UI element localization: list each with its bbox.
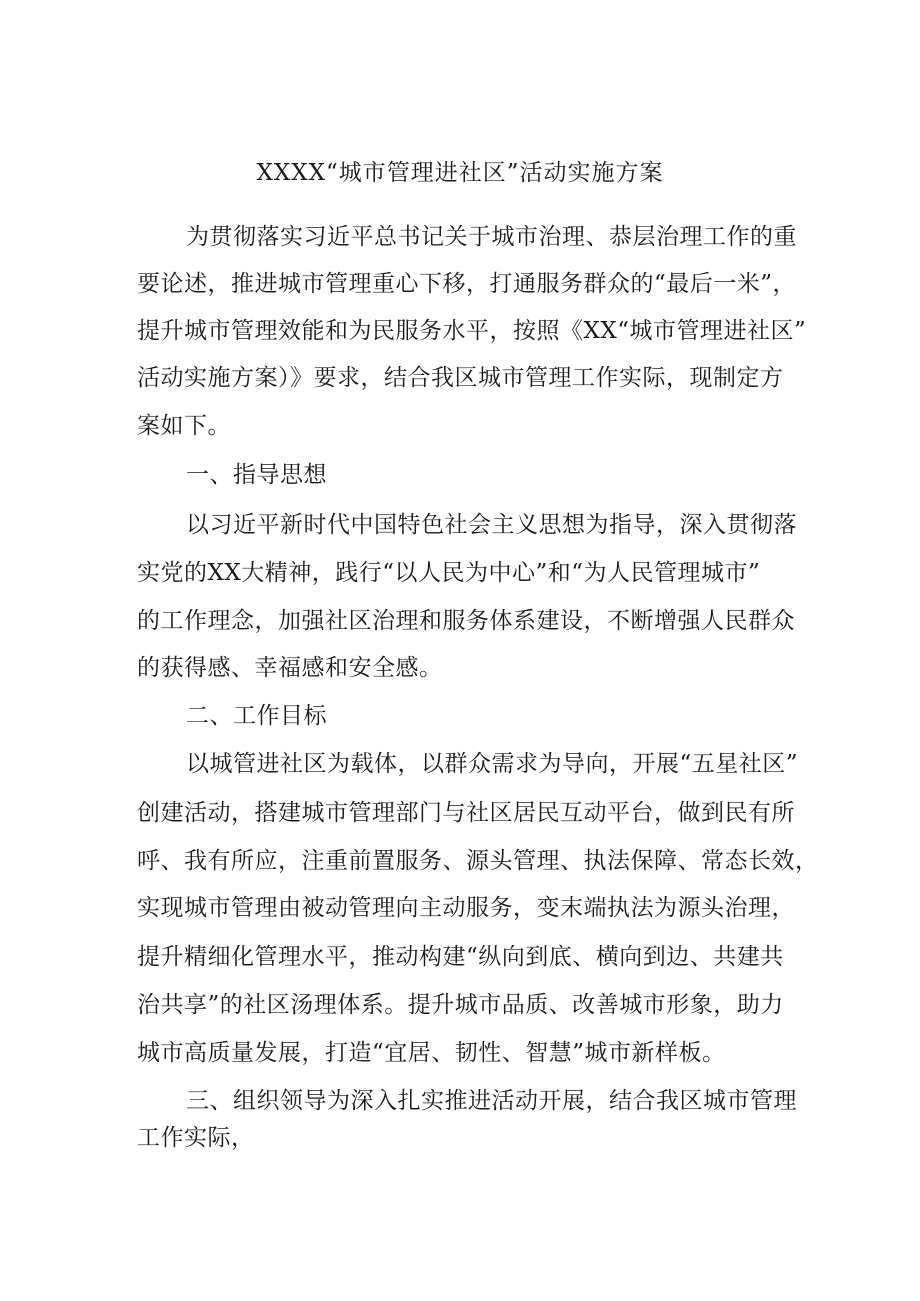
- section-heading-guiding-thought: 一、指导思想: [186, 462, 327, 488]
- goals-line-4: 实现城市管理由被动管理向主动服务，变末端执法为源头治理，: [137, 895, 795, 921]
- section-heading-organization: 三、组织领导为深入扎实推进活动开展，结合我区城市管理: [186, 1088, 797, 1114]
- document-title: XXXX“城市管理进社区”活动实施方案: [256, 160, 664, 186]
- guiding-line-1: 以习近平新时代中国特色社会主义思想为指导，深入贯彻落: [186, 512, 797, 538]
- goals-line-5: 提升精细化管理水平，推动构建“纵向到底、横向到边、共建共: [137, 944, 784, 970]
- guiding-line-2: 实党的XX大精神，践行“以人民为中心”和“为人民管理城市”: [137, 560, 761, 586]
- intro-line-5: 案如下。: [137, 413, 231, 439]
- goals-line-6: 治共享”的社区汤理体系。提升城市品质、改善城市形象，助力: [137, 992, 784, 1018]
- guiding-line-4: 的获得感、幸福感和安全感。: [137, 655, 443, 681]
- guiding-line-3: 的工作理念，加强社区治理和服务体系建设，不断增强人民群众: [137, 608, 795, 634]
- intro-line-4: 活动实施方案）》要求，结合我区城市管理工作实际，现制定方: [137, 365, 784, 391]
- goals-line-7: 城市高质量发展，打造“宜居、韧性、智慧”城市新样板。: [137, 1040, 726, 1066]
- organization-line-2: 工作实际，: [137, 1125, 255, 1151]
- goals-line-3: 呼、我有所应，注重前置服务、源头管理、执法保障、常态长效，: [137, 848, 819, 874]
- goals-line-1: 以城管进社区为载体，以群众需求为导向，开展“五星社区”: [186, 751, 799, 777]
- section-heading-work-goals: 二、工作目标: [186, 703, 327, 729]
- intro-line-1: 为贯彻落实习近平总书记关于城市治理、恭层治理工作的重: [186, 224, 797, 250]
- goals-line-2: 创建活动，搭建城市管理部门与社区居民互动平台，做到民有所: [137, 800, 795, 826]
- intro-line-3: 提升城市管理效能和为民服务水平，按照《XX“城市管理进社区”: [137, 318, 807, 344]
- intro-line-2: 要论述，推进城市管理重心下移，打通服务群众的“最后一米”，: [137, 271, 797, 297]
